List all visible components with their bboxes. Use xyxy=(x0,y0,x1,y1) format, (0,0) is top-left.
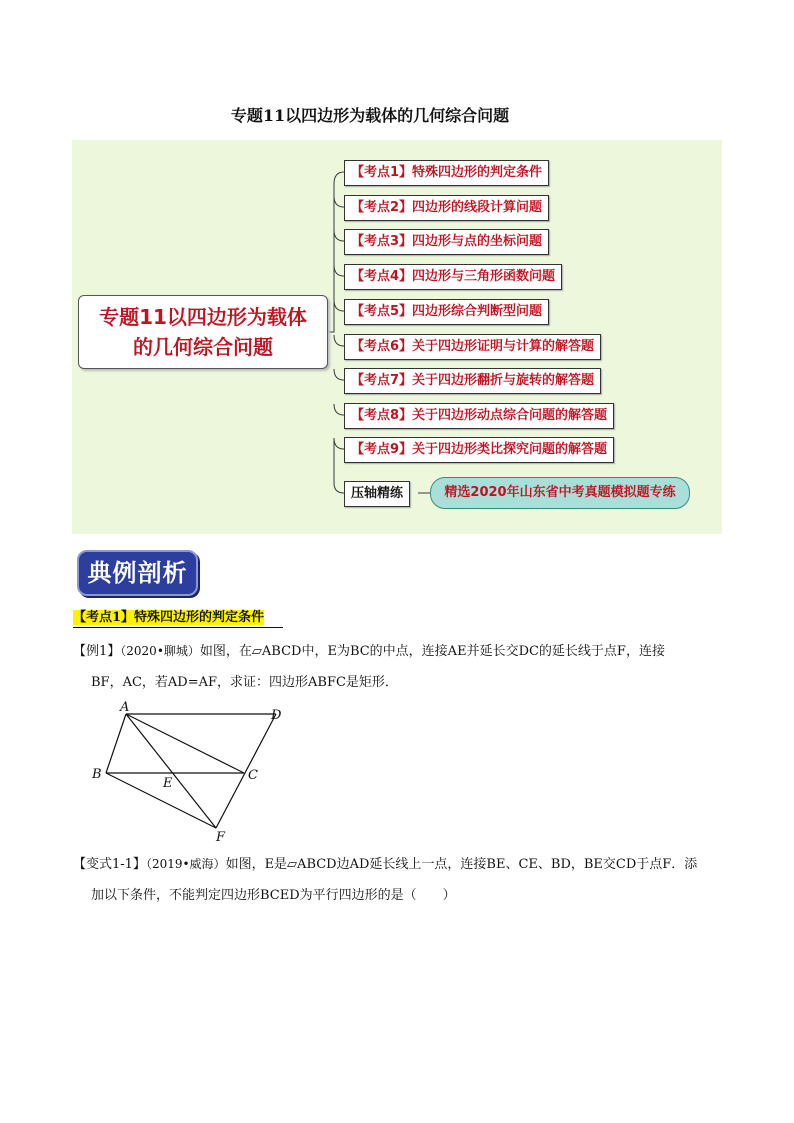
node-topic-9: 【考点9】关于四边形类比探究问题的解答题 xyxy=(344,437,614,463)
example-1-source: （2020•聊城） xyxy=(120,644,200,658)
segment-AC xyxy=(126,714,244,773)
connector-7 xyxy=(334,369,344,380)
topic-name: 特殊四边形的判定条件 xyxy=(134,610,265,625)
example-1-line-2: BF，AC，若AD=AF，求证：四边形ABFC是矩形． xyxy=(91,675,398,690)
connector-2 xyxy=(334,196,344,207)
connector-5 xyxy=(334,300,344,311)
cloud-exam-practice: 精选2020年山东省中考真题模拟题专练 xyxy=(430,477,690,509)
connector-3 xyxy=(334,230,344,241)
variant-text-1: 如图，E是▱ABCD边AD延长线上一点，连接BE、CE、BD，BE交CD于点F．添 xyxy=(225,857,698,872)
node-topic-5: 【考点5】四边形综合判断型问题 xyxy=(344,299,549,325)
example-1-label: 【例1】 xyxy=(73,644,121,659)
page-title: 专题11以四边形为载体的几何综合问题 xyxy=(230,106,510,125)
node-topic-4: 【考点4】四边形与三角形函数问题 xyxy=(344,264,562,290)
mind-map-root xyxy=(78,295,328,369)
label-B: B xyxy=(92,767,102,782)
node-topic-1: 【考点1】特殊四边形的判定条件 xyxy=(344,160,549,186)
segment-BF xyxy=(106,773,216,828)
label-A: A xyxy=(120,700,130,715)
mind-map xyxy=(72,140,722,534)
node-topic-2: 【考点2】四边形的线段计算问题 xyxy=(344,195,549,221)
node-topic-8: 【考点8】关于四边形动点综合问题的解答题 xyxy=(344,403,614,429)
geometry-figure xyxy=(88,700,298,845)
node-topic-6: 【考点6】关于四边形证明与计算的解答题 xyxy=(344,334,601,360)
node-topic-7: 【考点7】关于四边形翻折与旋转的解答题 xyxy=(344,368,601,394)
variant-1-1-line-2: 加以下条件，不能判定四边形BCED为平行四边形的是（ ） xyxy=(91,888,456,903)
segment-AB xyxy=(106,714,126,773)
variant-1-1-line-1 xyxy=(73,851,753,878)
label-E: E xyxy=(163,776,173,791)
topic-heading xyxy=(73,609,264,627)
connector-9 xyxy=(334,438,344,449)
segment-AF xyxy=(126,714,216,828)
connector-4 xyxy=(334,265,344,276)
connector-10 xyxy=(334,438,344,493)
example-1-line-1 xyxy=(73,638,753,665)
connector-1 xyxy=(326,172,344,332)
variant-label: 【变式1-1】 xyxy=(73,857,146,872)
root-line-2: 的几何综合问题 xyxy=(133,335,273,359)
node-topic-3: 【考点3】四边形与点的坐标问题 xyxy=(344,229,549,255)
connector-8 xyxy=(334,404,344,415)
node-final-practice: 压轴精练 xyxy=(344,481,410,507)
segment-DF xyxy=(216,714,276,828)
variant-source: （2019•威海） xyxy=(145,857,226,871)
label-D: D xyxy=(271,708,282,723)
example-1-text-1: 如图，在▱ABCD中，E为BC的中点，连接AE并延长交DC的延长线于点F，连接 xyxy=(199,644,665,659)
topic-tag: 【考点1】 xyxy=(73,610,135,625)
topic-underline xyxy=(73,627,283,628)
label-C: C xyxy=(248,768,258,783)
section-badge: 典例剖析 xyxy=(77,550,198,596)
label-F: F xyxy=(216,830,226,845)
connector-6 xyxy=(334,335,344,346)
root-line-1: 专题11以四边形为载体 xyxy=(99,305,307,329)
